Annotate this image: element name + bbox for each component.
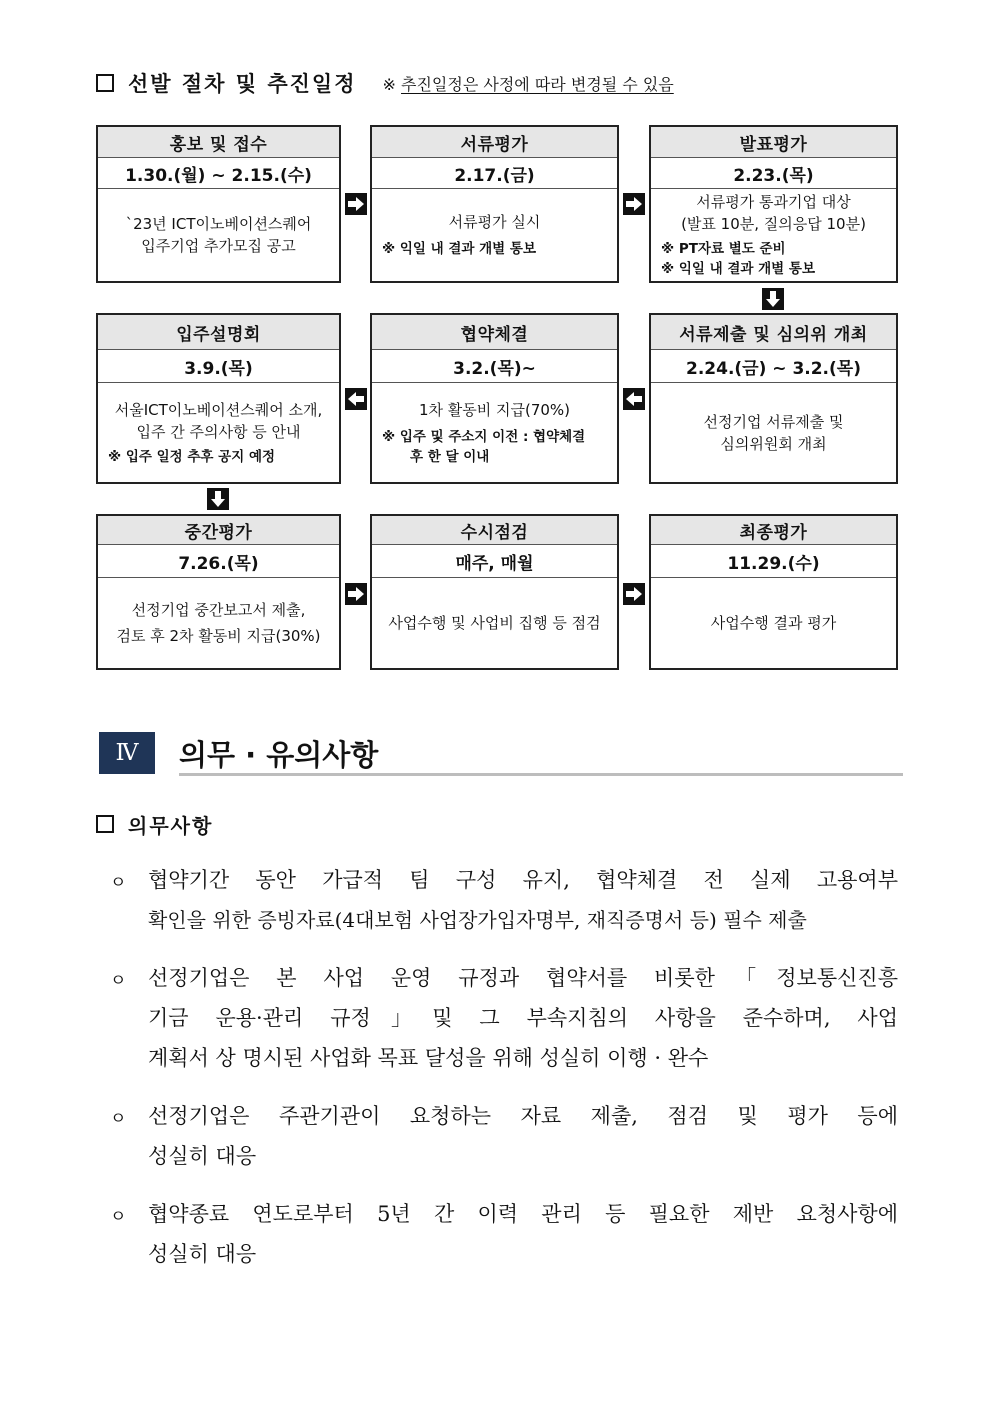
step-line: 선정기업 서류제출 및 [703, 412, 844, 431]
step-body [651, 578, 896, 668]
bullet-circle-icon: ㅇ [110, 970, 127, 991]
step-note: ※ 익일 내 결과 개별 통보 [661, 261, 815, 277]
bullet-circle-icon: ㅇ [110, 1108, 127, 1129]
step-title: 중간평가 [98, 516, 339, 545]
step-date: 11.29.(수) [651, 545, 896, 578]
procedure-title: 선발 절차 및 추진일정 [128, 71, 357, 96]
step-title: 서류평가 [372, 127, 617, 158]
chapter-number: Ⅳ [99, 732, 155, 774]
list-item-line: 선정기업은 주관기관이 요청하는 자료 제출, 점검 및 평가 등에 [148, 1104, 898, 1128]
step-body [372, 578, 617, 668]
list-item-line: 확인을 위한 증빙자료(4대보험 사업장가입자명부, 재직증명서 등) 필수 제출 [148, 908, 807, 932]
step-date: 1.30.(월) ~ 2.15.(수) [98, 158, 339, 189]
arrow-left-icon [623, 388, 645, 410]
arrow-right-icon [623, 193, 645, 215]
list-item-line: 기금 운용·관리 규정」및 그 부속지침의 사항을 준수하며, 사업 [148, 1006, 898, 1030]
step-body [98, 189, 339, 281]
procedure-note-text: 추진일정은 사정에 따라 변경될 수 있음 [401, 74, 674, 94]
step-title: 입주설명회 [98, 315, 339, 350]
list-item-line: 계획서 상 명시된 사업화 목표 달성을 위해 성실히 이행 · 완수 [148, 1046, 709, 1070]
step-note: ※ 입주 및 주소지 이전 : 협약체결 [382, 428, 586, 445]
step-line: 1차 활동비 지급(70%) [418, 400, 571, 419]
procedure-note [383, 72, 674, 95]
step-title: 협약체결 [372, 315, 617, 350]
bullet-circle-icon: ㅇ [110, 872, 127, 893]
step-note: ※ 입주 일정 추후 공지 예정 [108, 448, 276, 465]
duties-title: 의무사항 [128, 813, 214, 838]
list-item-line: 선정기업은 본 사업 운영 규정과 협약서를 비롯한「정보통신진흥 [148, 966, 898, 990]
step-line: 선정기업 중간보고서 제출, [131, 601, 306, 619]
list-item-line: 협약종료 연도로부터 5년 간 이력 관리 등 필요한 제반 요청사항에 [148, 1202, 898, 1226]
checkbox-square-icon [96, 74, 114, 92]
step-date: 매주, 매월 [372, 545, 617, 578]
procedure-section-header [96, 66, 674, 100]
bullet-circle-icon: ㅇ [110, 1206, 127, 1227]
step-line: 입주기업 추가모집 공고 [141, 237, 296, 255]
step-box-orientation [96, 313, 341, 484]
step-line: 입주 간 주의사항 등 안내 [136, 422, 301, 441]
step-line: `23년 ICT이노베이션스퀘어 [125, 215, 312, 233]
list-item [110, 1096, 898, 1176]
step-line: 심의위원회 개최 [720, 434, 827, 453]
duties-section-header [96, 809, 213, 839]
checkbox-square-icon [96, 815, 114, 833]
step-date: 2.24.(금) ~ 3.2.(목) [651, 350, 896, 383]
step-date: 3.2.(목)~ [372, 350, 617, 383]
step-date: 2.17.(금) [372, 158, 617, 189]
step-body [372, 383, 617, 482]
step-box-document-review [370, 125, 619, 283]
arrow-right-icon [345, 583, 367, 605]
list-item-line: 협약기간 동안 가급적 팀 구성 유지, 협약체결 전 실제 고용여부 [148, 868, 898, 892]
step-title: 최종평가 [651, 516, 896, 545]
step-body [98, 578, 339, 668]
list-item [110, 958, 898, 1078]
note-mark: ※ [382, 74, 396, 94]
step-box-submission-committee [649, 313, 898, 484]
step-date: 7.26.(목) [98, 545, 339, 578]
list-item-line: 성실히 대응 [148, 1144, 257, 1168]
step-line: 서울ICT이노베이션스퀘어 소개, [114, 400, 323, 419]
step-title: 수시점검 [372, 516, 617, 545]
chapter-underline [179, 773, 903, 776]
step-body [651, 189, 896, 281]
arrow-right-icon [623, 583, 645, 605]
step-line: 검토 후 2차 활동비 지급(30%) [116, 627, 321, 645]
step-date: 2.23.(목) [651, 158, 896, 189]
step-body [98, 383, 339, 482]
step-line: (발표 10분, 질의응답 10분) [681, 215, 866, 233]
arrow-left-icon [345, 388, 367, 410]
chapter-header [99, 732, 903, 776]
list-item [110, 860, 898, 940]
step-note: ※ PT자료 별도 준비 [661, 241, 786, 257]
step-title: 서류제출 및 심의위 개최 [651, 315, 896, 350]
step-line: 사업수행 결과 평가 [710, 614, 837, 632]
arrow-down-icon [207, 488, 229, 510]
step-body [372, 189, 617, 281]
step-box-interim-review [96, 514, 341, 670]
step-date: 3.9.(목) [98, 350, 339, 383]
arrow-down-icon [762, 288, 784, 310]
step-body [651, 383, 896, 482]
step-box-final-review [649, 514, 898, 670]
step-box-promotion [96, 125, 341, 283]
step-box-presentation [649, 125, 898, 283]
step-box-regular-inspection [370, 514, 619, 670]
list-item [110, 1194, 898, 1274]
step-title: 발표평가 [651, 127, 896, 158]
step-line: 서류평가 실시 [448, 213, 541, 231]
arrow-right-icon [345, 193, 367, 215]
step-title: 홍보 및 접수 [98, 127, 339, 158]
step-box-agreement [370, 313, 619, 484]
step-line: 서류평가 통과기업 대상 [696, 193, 851, 211]
step-line: 사업수행 및 사업비 집행 등 점검 [388, 614, 601, 632]
chapter-title: 의무 · 유의사항 [179, 737, 379, 772]
step-note: 후 한 달 이내 [410, 448, 490, 465]
duties-list [110, 860, 898, 1292]
step-note: ※ 익일 내 결과 개별 통보 [382, 241, 536, 257]
list-item-line: 성실히 대응 [148, 1242, 257, 1266]
